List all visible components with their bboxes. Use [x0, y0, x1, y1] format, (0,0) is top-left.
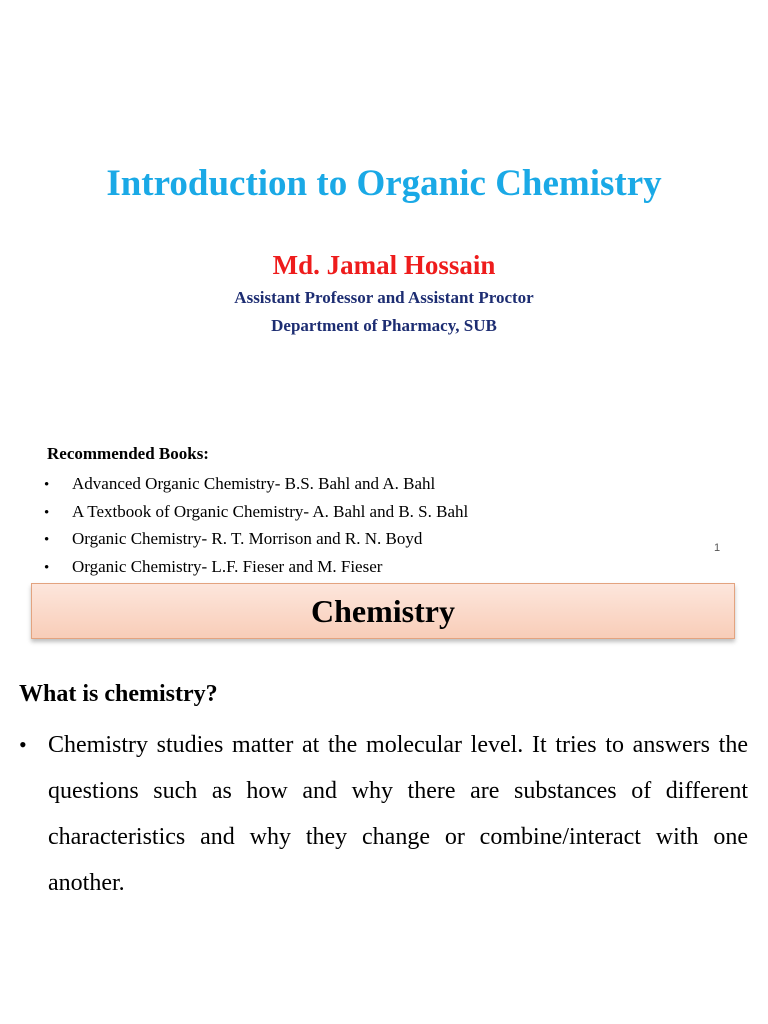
slide-2 [0, 576, 768, 1024]
definition-bullet [19, 722, 748, 906]
bullet-icon: • [44, 532, 50, 548]
heading-box [31, 583, 735, 639]
section-heading: Chemistry [311, 593, 455, 629]
book-title: Advanced Organic Chemistry- B.S. Bahl and A. Bahl [72, 474, 436, 493]
book-title: Organic Chemistry- L.F. Fieser and M. Fieser [72, 556, 383, 576]
bullet-icon: • [44, 559, 50, 576]
list-item [44, 498, 468, 526]
author-name: Md. Jamal Hossain [272, 250, 496, 280]
bullet-icon: • [19, 732, 27, 757]
author-position: Assistant Professor and Assistant Proctor [234, 288, 534, 307]
bullet-icon: • [44, 477, 50, 493]
question-heading: What is chemistry? [19, 681, 218, 707]
page-number: 1 [714, 542, 721, 554]
books-list [44, 470, 468, 580]
list-item [44, 525, 468, 553]
definition-paragraph: Chemistry studies matter at the molecular level. It tries to answers the questions such as how and why there are substances of different characteristics and why they change or combine/interact with one another. [48, 732, 748, 896]
slide-title: Introduction to Organic Chemistry [106, 163, 662, 204]
books-heading: Recommended Books: [47, 444, 209, 463]
book-title: A Textbook of Organic Chemistry- A. Bahl and B. S. Bahl [72, 501, 469, 521]
book-title: Organic Chemistry- R. T. Morrison and R. N. Boyd [72, 529, 423, 548]
bullet-icon: • [44, 504, 50, 521]
list-item [44, 470, 468, 498]
author-department: Department of Pharmacy, SUB [271, 316, 497, 335]
